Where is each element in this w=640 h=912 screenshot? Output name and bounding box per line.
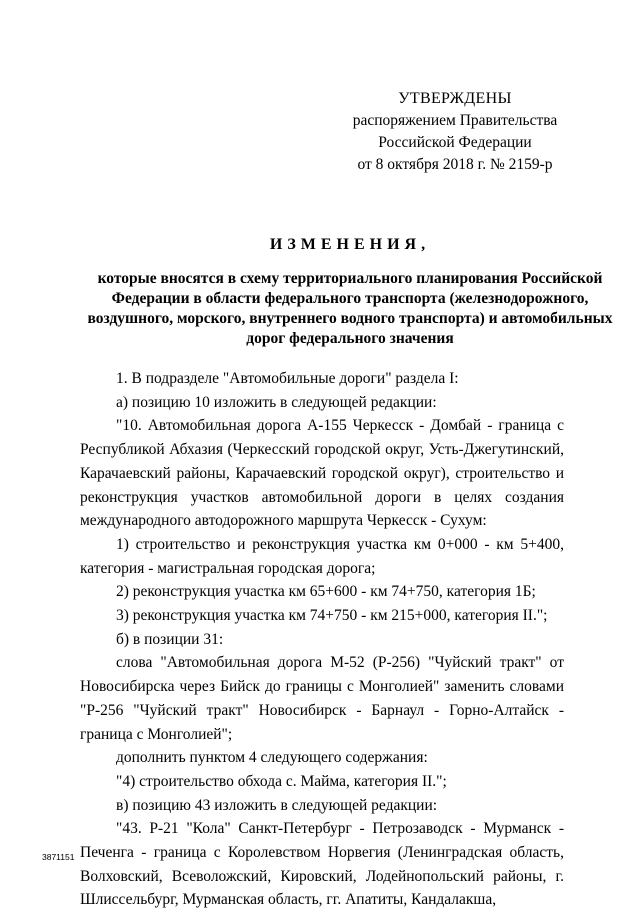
document-code: 3871151 — [42, 852, 75, 862]
paragraph-8: слова "Автомобильная дорога М-52 (Р-256) "Чуйский тракт" от Новосибирска через Бийск до границы с Монголией" заменить словами "Р-256 "Чуйский тракт" Новосибирск - Барнаул - Горно-Алтайск - граница с Монголией"; — [80, 654, 564, 743]
document-title — [80, 235, 620, 349]
approval-block — [340, 88, 570, 176]
paragraph-3: "10. Автомобильная дорога А-155 Черкесск - Домбай - граница с Республикой Абхазия (Черкесский городской округ, Усть-Джегутинский, Карачаевский районы, Карачаевский городской округ), строительство и реконструкция участков автомобильной дороги в целях создания международного автодорожного маршрута Черкесск - Сухум: — [80, 417, 564, 530]
approval-line-3: от 8 октября 2018 г. № 2159-р — [357, 156, 553, 173]
paragraph-2: а) позицию 10 изложить в следующей редакции: — [116, 393, 437, 411]
paragraph-7: б) в позиции 31: — [116, 630, 224, 648]
paragraph-5: 2) реконструкция участка км 65+600 - км 74+750, категория 1Б; — [116, 583, 536, 601]
paragraph-1: 1. В подразделе "Автомобильные дороги" раздела I: — [116, 370, 459, 387]
paragraph-6: 3) реконструкция участка км 74+750 - км 215+000, категория II."; — [116, 607, 548, 625]
paragraph-11: в) позицию 43 изложить в следующей редакции: — [116, 796, 438, 814]
paragraph-10: "4) строительство обхода с. Майма, категория II."; — [116, 772, 447, 790]
title-main: ИЗМЕНЕНИЯ, — [269, 236, 431, 253]
title-subtitle: которые вносятся в схему территориального планирования Российской Федерации в области федерального транспорта (железнодорожного, воздушного, морского, внутреннего водного транспорта) и автомобильных дорог федерального значения — [87, 270, 613, 347]
approval-heading: УТВЕРЖДЕНЫ — [398, 90, 512, 107]
paragraph-4: 1) строительство и реконструкция участка км 0+000 - км 5+400, категория - магистральная городская дорога; — [80, 535, 564, 577]
document-body — [80, 367, 564, 912]
approval-line-2: Российской Федерации — [378, 134, 532, 151]
approval-line-1: распоряжением Правительства — [352, 112, 558, 129]
paragraph-9: дополнить пунктом 4 следующего содержания: — [116, 749, 428, 767]
paragraph-12: "43. Р-21 "Кола" Санкт-Петербург - Петрозаводск - Мурманск - Печенга - граница с Королевством Норвегия (Ленинградская область, Волховский, Всеволожский, Кировский, Лодейнопольский районы, г. Шлиссельбург, Мурманская область, гг. Апатиты, Кандалакша, — [80, 820, 564, 909]
